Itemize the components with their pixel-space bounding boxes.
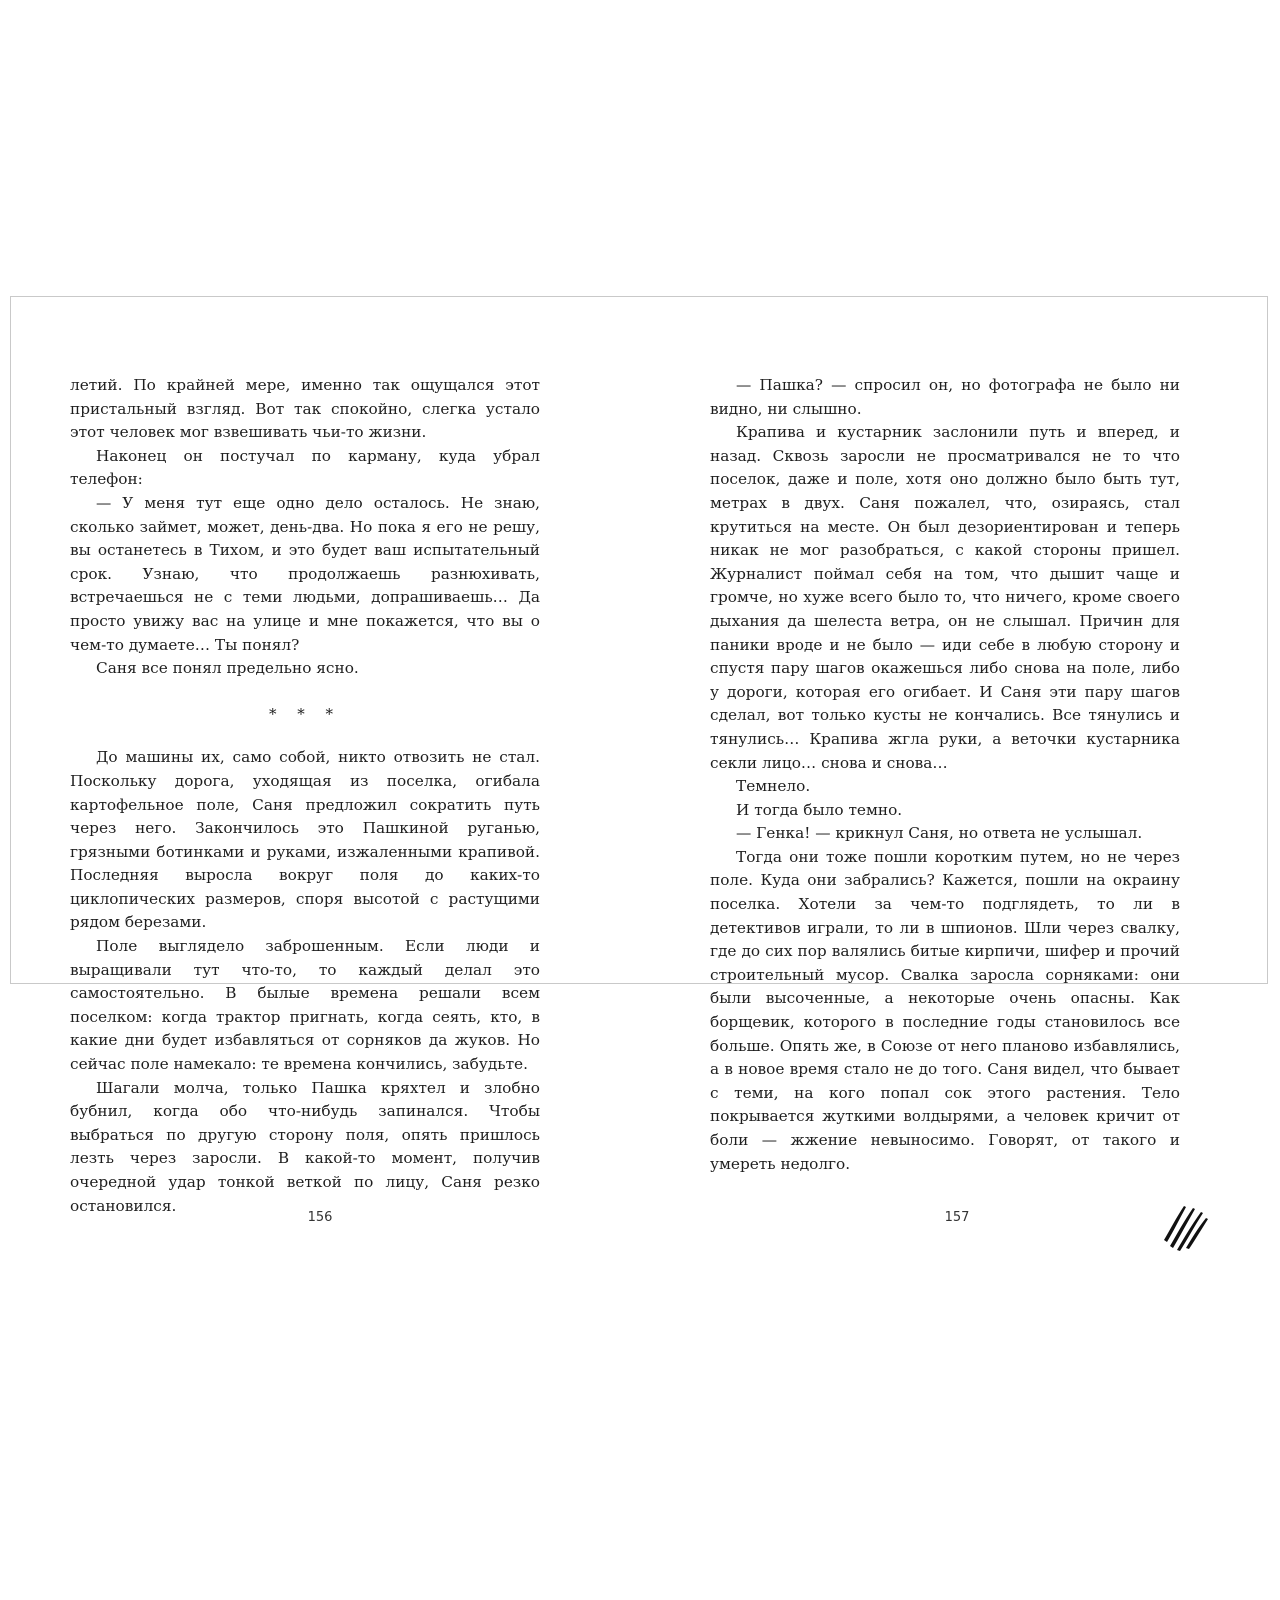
paragraph: Наконец он постучал по карману, куда убрал телефон:: [70, 446, 540, 489]
paragraph: — Пашка? — спросил он, но фотографа не было ни видно, ни слышно.: [710, 376, 1180, 418]
paragraph: Шагали молча, только Пашка кряхтел и злобно бубнил, когда обо что-нибудь запинался. Чтобы выбраться по другую сторону поля, опять пришлось лезть через заросли. В какой-то момент, получив очередной удар тонкой веткой по лицу, Саня резко остановился.: [70, 1078, 540, 1215]
page-number-right: 157: [944, 1210, 970, 1225]
page-number-left: 156: [307, 1210, 333, 1225]
paragraph: Темнело.: [736, 777, 811, 796]
paragraph: Тогда они тоже пошли коротким путем, но не через поле. Куда они забрались? Кажется, пошли на окраину поселка. Хотели за чем-то подглядеть, то ли в детективов играли, то ли в шпионов. Шли через свалку, где до сих пор валялись битые кирпичи, шифер и прочий строительный мусор. Свалка заросла сорняками: они были высоченные, а некоторые очень опасны. Как борщевик, которого в последние годы становилось все больше. Опять же, в Союзе от него планово избавлялись, а в новое время стало не до того. Саня видел, что бывает с теми, на кого попал сок этого растения. Тело покрывается жуткими волдырями, а человек кричит от боли — жжение невыносимо. Говорят, от такого и умереть недолго.: [710, 847, 1180, 1173]
paragraph: летий. По крайней мере, именно так ощущался этот пристальный взгляд. Вот так спокойно, слегка устало этот человек мог взвешивать чьи-то жизни.: [70, 376, 540, 442]
left-page: [70, 374, 540, 1218]
paragraph: Поле выглядело заброшенным. Если люди и выращивали тут что-то, то каждый делал это самостоятельно. В былые времена решали всем поселком: когда трактор пригнать, когда сеять, кто, в какие дни будет избавляться от сорняков да жуков. Но сейчас поле намекало: те времена кончились, забудьте.: [70, 937, 540, 1074]
paragraph: — Генка! — крикнул Саня, но ответа не услышал.: [736, 824, 1143, 843]
paragraph: Саня все понял предельно ясно.: [96, 659, 359, 678]
paragraph: До машины их, само собой, никто отвозить не стал. Поскольку дорога, уходящая из поселка, огибала картофельное поле, Саня предложил сократить путь через него. Закончилось это Пашкиной руганью, грязными ботинками и руками, изжаленными крапивой. Последняя выросла вокруг поля до каких-то циклопических размеров, споря высотой с растущими рядом березами.: [70, 748, 540, 932]
right-page: [710, 374, 1180, 1176]
claw-marks-icon: [1160, 1196, 1212, 1252]
paragraph: Крапива и кустарник заслонили путь и вперед, и назад. Сквозь заросли не просматривался не то что поселок, даже и поле, хотя оно должно было быть тут, метрах в двух. Саня пожалел, что, озираясь, стал крутиться на месте. Он был дезориентирован и теперь никак не мог разобраться, с какой стороны пришел. Журналист поймал себя на том, что дышит чаще и громче, но хуже всего было то, что ничего, кроме своего дыхания да шелеста ветра, он не слышал. Причин для паники вроде и не было — иди себе в любую сторону и спустя пару шагов окажешься либо снова на поле, либо у дороги, которая его огибает. И Саня эти пару шагов сделал, вот только кусты не кончались. Все тянулись и тянулись… Крапива жгла руки, а веточки кустарника секли лицо… снова и снова…: [710, 423, 1180, 772]
paragraph: И тогда было темно.: [736, 800, 903, 819]
section-separator: * * *: [268, 704, 342, 723]
paragraph: — У меня тут еще одно дело осталось. Не знаю, сколько займет, может, день-два. Но пока я его не решу, вы останетесь в Тихом, и это будет ваш испытательный срок. Узнаю, что продолжаешь разнюхивать, встречаешься не с теми людьми, допрашиваешь… Да просто увижу вас на улице и мне покажется, что вы о чем-то думаете… Ты понял?: [70, 493, 540, 654]
